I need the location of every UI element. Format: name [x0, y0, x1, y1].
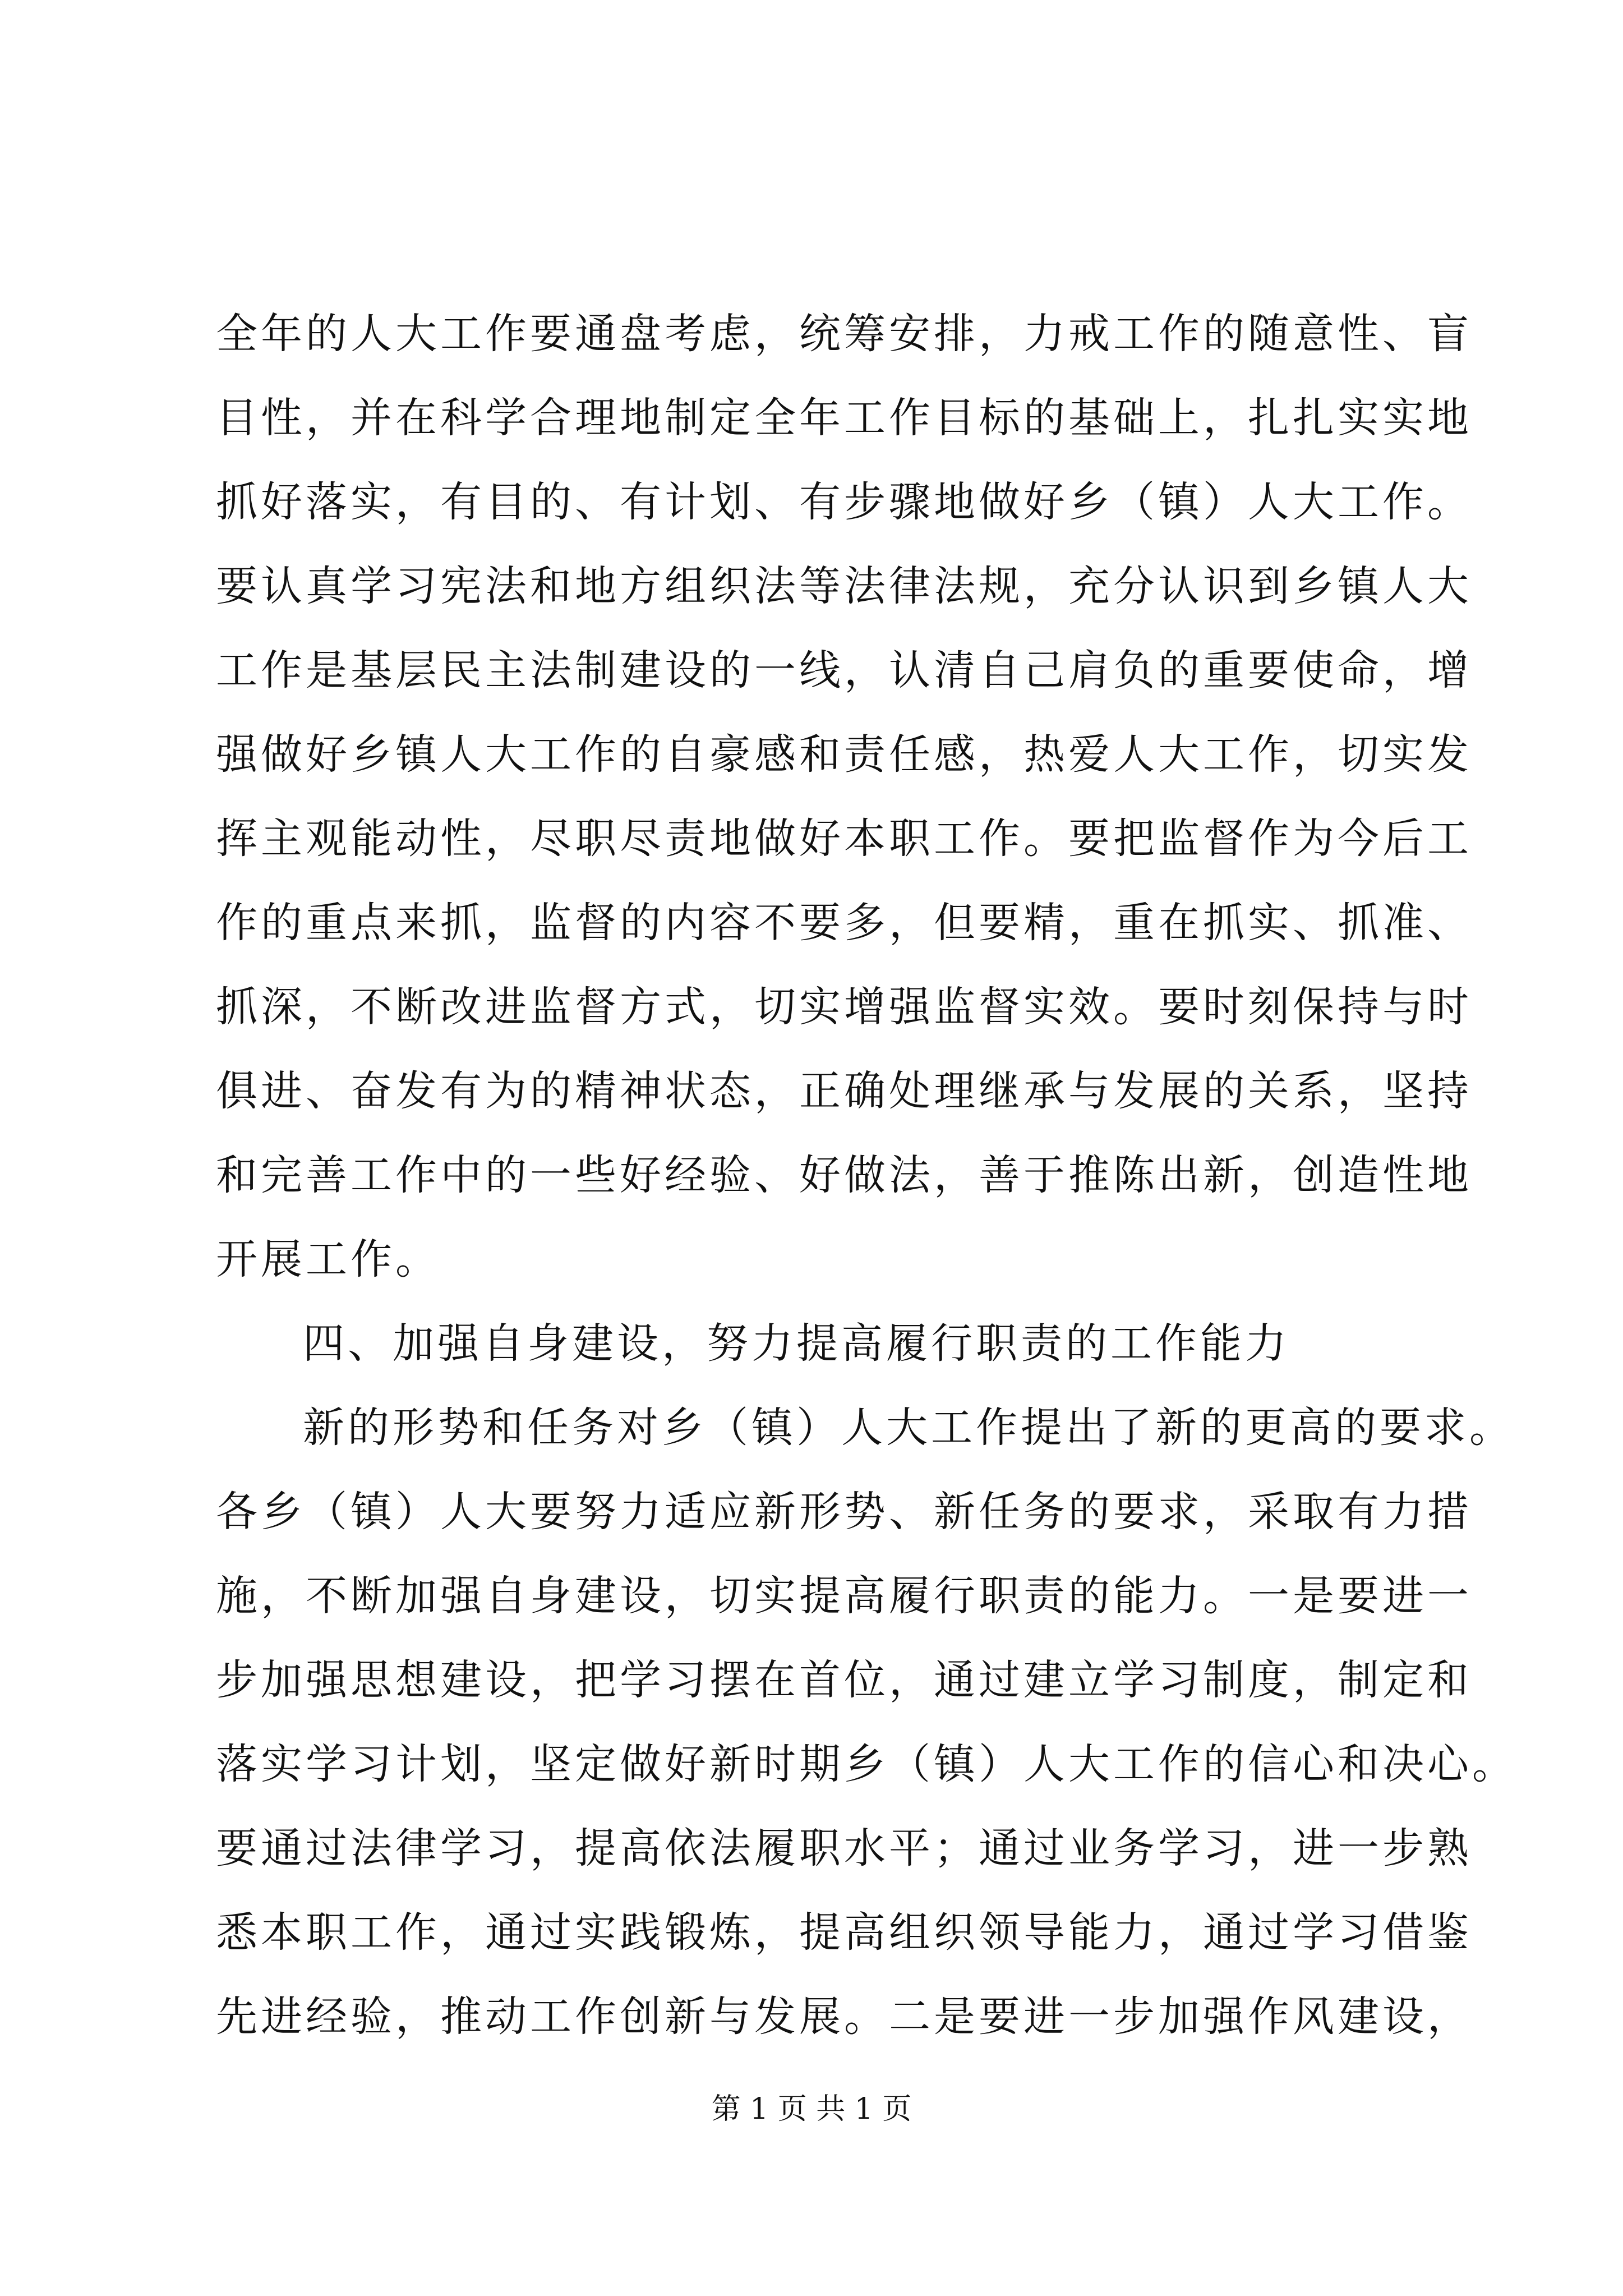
- body-text-line: 步加强思想建设，把学习摆在首位，通过建立学习制度，制定和: [216, 1656, 1472, 1704]
- body-text-line: 先进经验，推动工作创新与发展。二是要进一步加强作风建设，: [216, 1993, 1472, 2041]
- body-text-line: 作的重点来抓，监督的内容不要多，但要精，重在抓实、抓准、: [216, 899, 1472, 947]
- body-text-line: 强做好乡镇人大工作的自豪感和责任感，热爱人大工作，切实发: [216, 730, 1472, 779]
- body-text-line: 俱进、奋发有为的精神状态，正确处理继承与发展的关系，坚持: [216, 1067, 1472, 1115]
- body-text-line: 和完善工作中的一些好经验、好做法，善于推陈出新，创造性地: [216, 1151, 1472, 1199]
- body-text-line: 落实学习计划，坚定做好新时期乡（镇）人大工作的信心和决心。: [216, 1740, 1517, 1788]
- body-text-line: 施，不断加强自身建设，切实提高履行职责的能力。一是要进一: [216, 1572, 1472, 1620]
- body-text-line: 目性，并在科学合理地制定全年工作目标的基础上，扎扎实实地: [216, 394, 1472, 442]
- body-text-line: 工作是基层民主法制建设的一线，认清自己肩负的重要使命，增: [216, 646, 1472, 694]
- body-text-line: 新的形势和任务对乡（镇）人大工作提出了新的更高的要求。: [303, 1404, 1514, 1452]
- body-text-line: 挥主观能动性，尽职尽责地做好本职工作。要把监督作为今后工: [216, 815, 1472, 863]
- body-text-line: 全年的人大工作要通盘考虑，统筹安排，力戒工作的随意性、盲: [216, 310, 1472, 358]
- body-text-line: 各乡（镇）人大要努力适应新形势、新任务的要求，采取有力措: [216, 1488, 1472, 1536]
- body-text-line: 要通过法律学习，提高依法履职水平；通过业务学习，进一步熟: [216, 1824, 1472, 1872]
- section-heading: 四、加强自身建设，努力提高履行职责的工作能力: [303, 1319, 1290, 1368]
- body-text-line: 开展工作。: [216, 1235, 440, 1283]
- body-text-line: 抓深，不断改进监督方式，切实增强监督实效。要时刻保持与时: [216, 983, 1472, 1031]
- page-number-footer: 第 1 页 共 1 页: [711, 2092, 912, 2126]
- body-text-line: 要认真学习宪法和地方组织法等法律法规，充分认识到乡镇人大: [216, 562, 1472, 610]
- body-text-line: 悉本职工作，通过实践锻炼，提高组织领导能力，通过学习借鉴: [216, 1908, 1472, 1957]
- body-text-line: 抓好落实，有目的、有计划、有步骤地做好乡（镇）人大工作。: [216, 478, 1472, 526]
